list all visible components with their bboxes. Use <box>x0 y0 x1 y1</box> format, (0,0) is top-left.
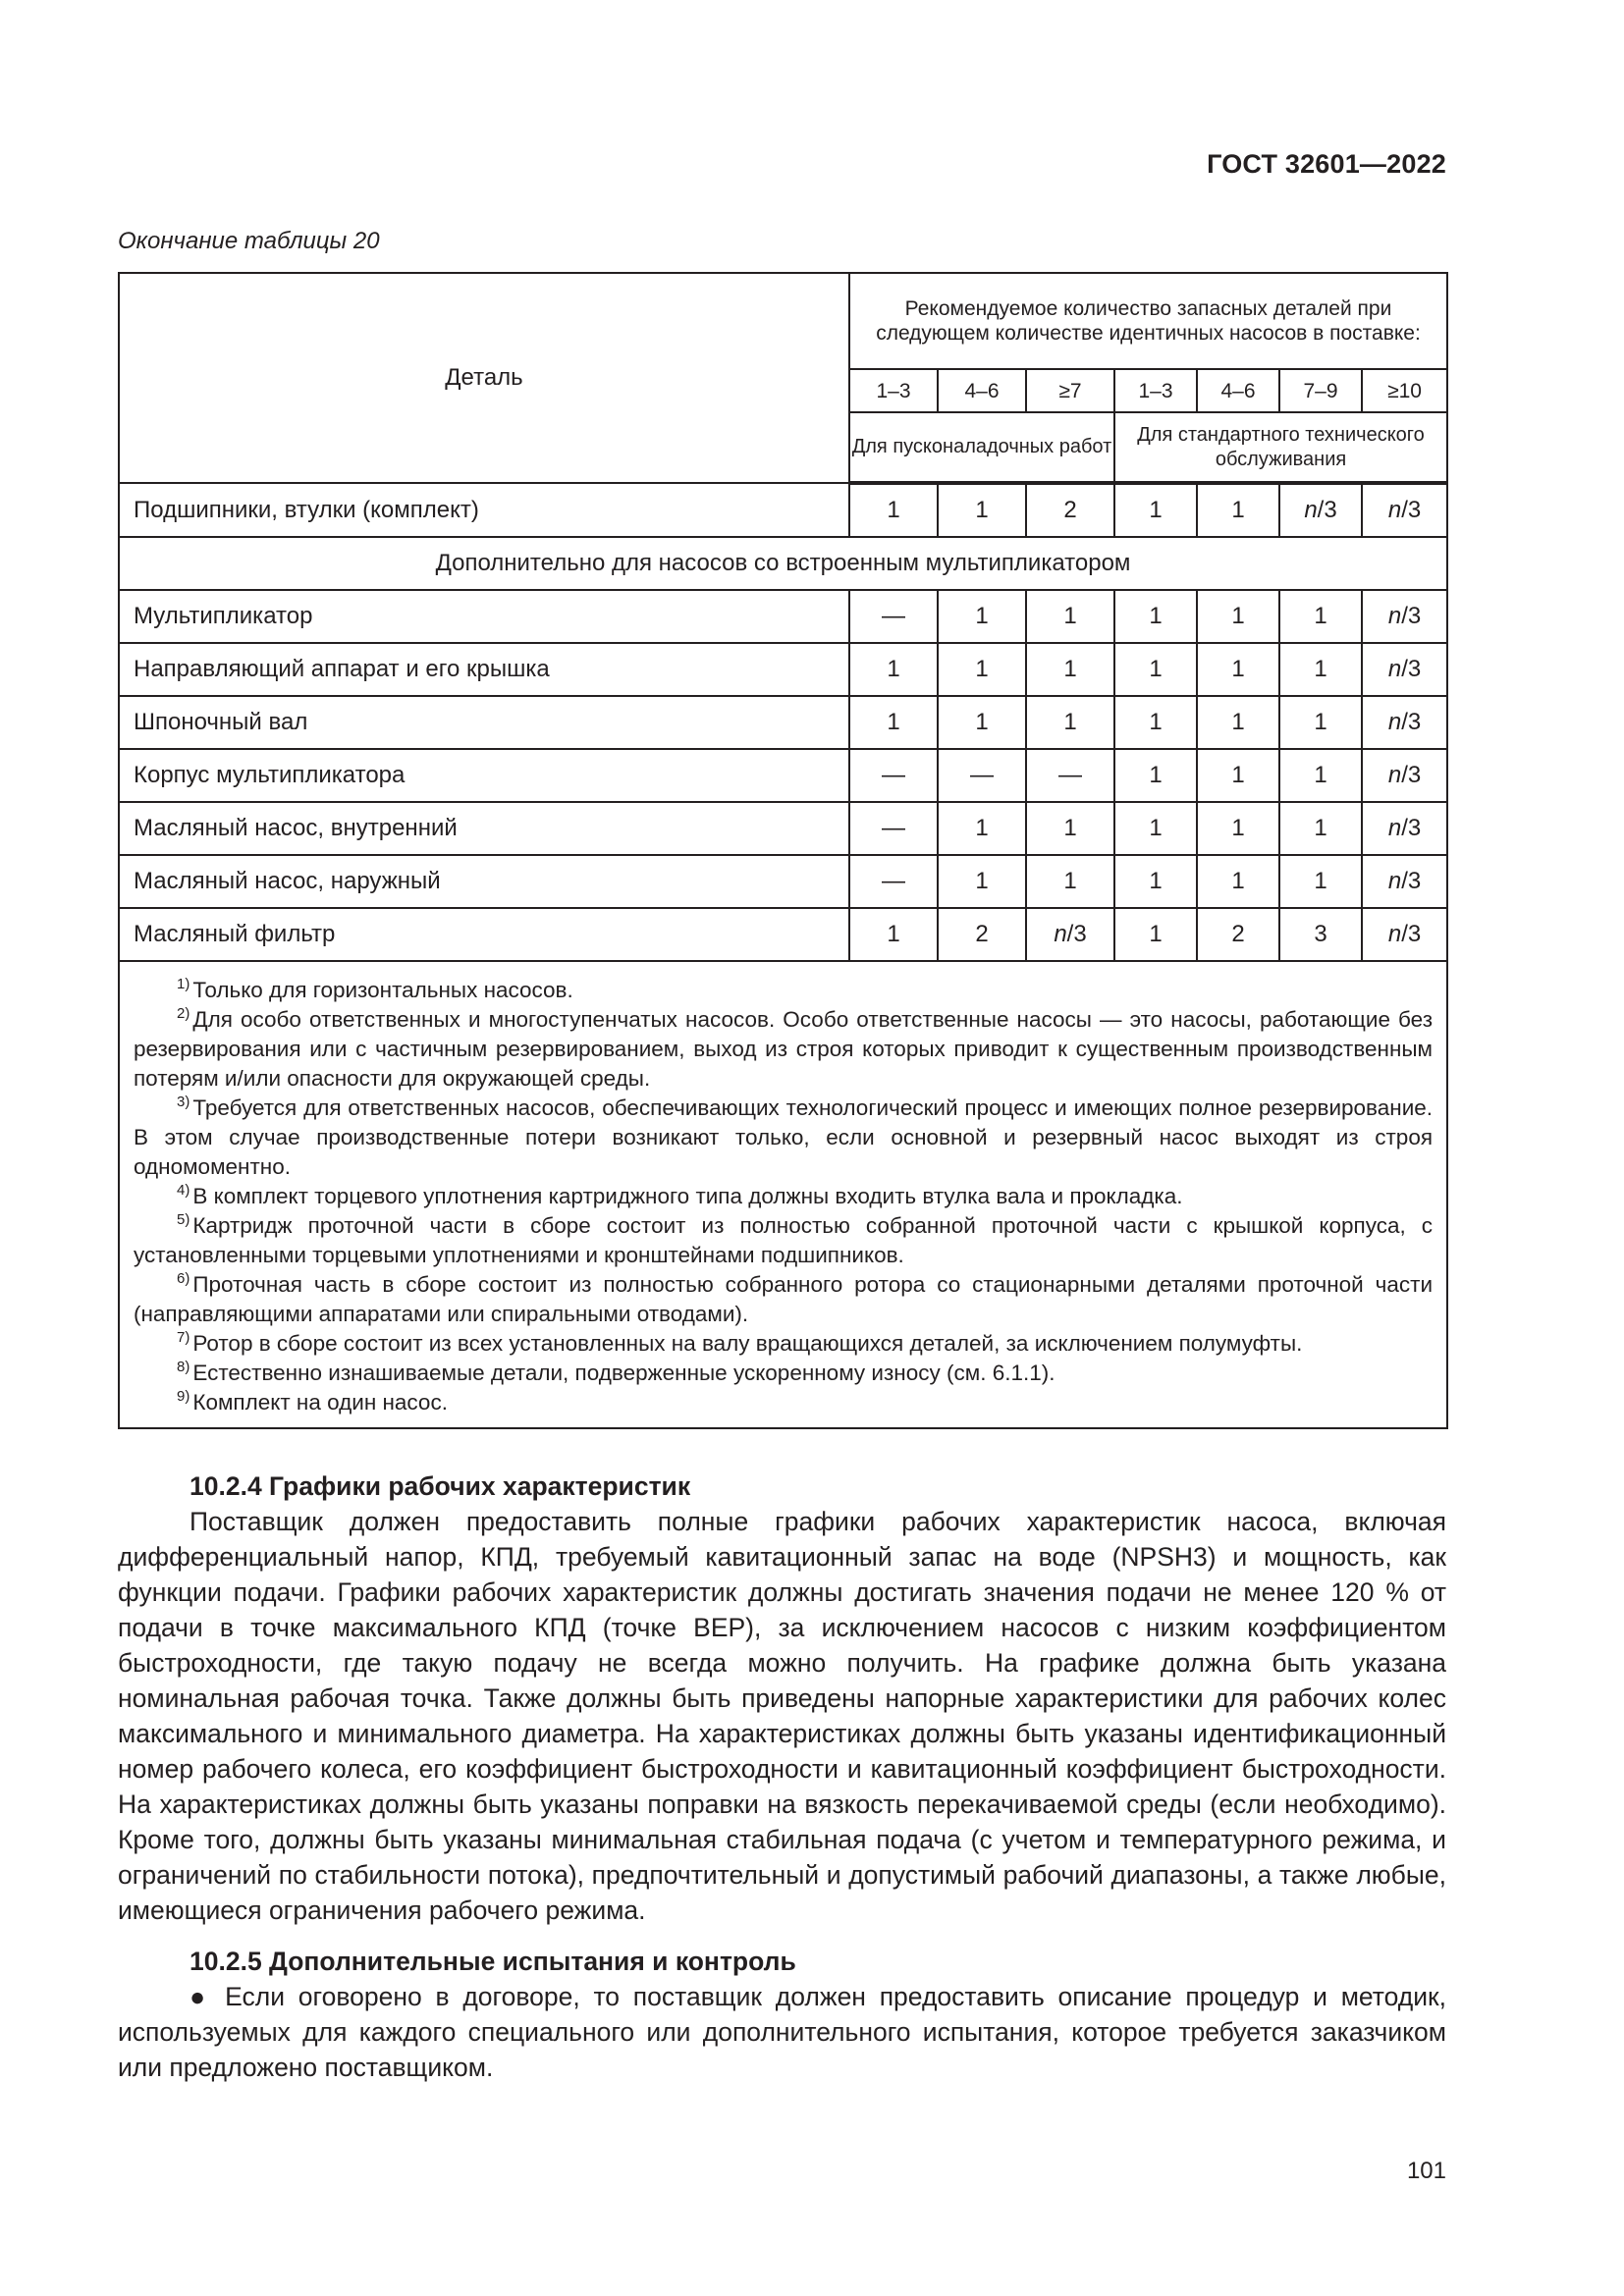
table-row <box>119 696 1447 749</box>
value-cell: n/3 <box>1362 802 1447 855</box>
footnote-mark: 8) <box>177 1359 190 1375</box>
footnote <box>134 976 1433 1005</box>
table-row <box>119 855 1447 908</box>
value-cell: 1 <box>1279 855 1362 908</box>
footnote-mark: 3) <box>177 1094 190 1110</box>
footnote-text: Естественно изнашиваемые детали, подверженные ускоренному износу (см. 6.1.1). <box>192 1361 1056 1385</box>
variable-n: n <box>1387 709 1402 735</box>
footnote-mark: 6) <box>177 1270 190 1287</box>
variable-n: n <box>1387 921 1402 947</box>
value-cell: — <box>849 749 938 802</box>
section-10-2-4 <box>118 1468 1446 1928</box>
footnote-mark: 5) <box>177 1211 190 1228</box>
footnote-text: Картридж проточной части в сборе состоит из полностью собранной проточной части с крышкой корпуса, с установленными торцевыми уплотнениями и кронштейнами подшипников. <box>134 1213 1434 1267</box>
value-cell: n/3 <box>1026 908 1114 961</box>
value-cell: 1 <box>938 590 1026 643</box>
value-cell: 1 <box>1197 802 1279 855</box>
footnote-text: Ротор в сборе состоит из всех установленных на валу вращающихся деталей, за исключением полумуфты. <box>192 1331 1303 1356</box>
variable-n: n <box>1387 656 1402 682</box>
variable-n: n <box>1387 603 1402 629</box>
row-label: Масляный насос, наружный <box>119 855 849 908</box>
variable-n: n <box>1054 921 1067 947</box>
header-maintenance: Для стандартного технического обслуживания <box>1114 412 1447 483</box>
value-cell: n/3 <box>1362 696 1447 749</box>
value-cell: 1 <box>849 643 938 696</box>
value-cell: 1 <box>1114 802 1197 855</box>
header-count-range: 7–9 <box>1279 369 1362 412</box>
table-row <box>119 643 1447 696</box>
section-heading: 10.2.4 Графики рабочих характеристик <box>189 1471 691 1501</box>
value-cell: 1 <box>1279 696 1362 749</box>
variable-n: n <box>1387 497 1402 523</box>
value-cell: 1 <box>1026 590 1114 643</box>
section-heading: 10.2.5 Дополнительные испытания и контроль <box>189 1947 796 1976</box>
value-cell: — <box>849 855 938 908</box>
section-paragraph: ● Если оговорено в договоре, то поставщик должен предоставить описание процедур и методик, используемых для каждого специального или дополнительного испытания, которое требуется заказчиком или предложено поставщиком. <box>118 1982 1446 2082</box>
table-row <box>119 908 1447 961</box>
value-cell: 1 <box>1197 483 1279 537</box>
footnote-text: Для особо ответственных и многоступенчатых насосов. Особо ответственные насосы — это насосы, работающие без резервирования или с частичным резервированием, выход из строя которых приводит к существенным производственным потерям и/или опасности для окружающей среды. <box>134 1007 1434 1091</box>
value-cell: n/3 <box>1362 908 1447 961</box>
header-count-range: ≥10 <box>1362 369 1447 412</box>
header-detail: Деталь <box>119 273 849 483</box>
footnote <box>134 1388 1433 1417</box>
row-label: Мультипликатор <box>119 590 849 643</box>
value-cell: 1 <box>1114 590 1197 643</box>
value-cell: — <box>849 590 938 643</box>
fraction-suffix: /3 <box>1317 497 1337 523</box>
table-row <box>119 749 1447 802</box>
value-cell: 2 <box>1026 483 1114 537</box>
header-count-range: 1–3 <box>1114 369 1197 412</box>
value-cell: 1 <box>1279 590 1362 643</box>
value-cell: n/3 <box>1362 590 1447 643</box>
value-cell: 1 <box>1279 749 1362 802</box>
value-cell: 1 <box>1114 908 1197 961</box>
value-cell: 1 <box>1026 696 1114 749</box>
value-cell: n/3 <box>1362 643 1447 696</box>
section-note: Дополнительно для насосов со встроенным мультипликатором <box>119 537 1447 590</box>
value-cell: 1 <box>1197 696 1279 749</box>
row-label: Шпоночный вал <box>119 696 849 749</box>
value-cell: 2 <box>938 908 1026 961</box>
footnote-mark: 9) <box>177 1388 190 1405</box>
value-cell: 1 <box>938 802 1026 855</box>
table-row <box>119 802 1447 855</box>
footnote <box>134 1005 1433 1094</box>
header-commissioning: Для пусконаладочных работ <box>849 412 1114 483</box>
header-quantity-group: Рекомендуемое количество запасных деталей при следующем количестве идентичных насосов в поставке: <box>849 273 1447 369</box>
table-footnotes <box>119 961 1447 1428</box>
value-cell: n/3 <box>1362 749 1447 802</box>
variable-n: n <box>1387 762 1402 788</box>
row-label: Масляный фильтр <box>119 908 849 961</box>
value-cell: 1 <box>1114 696 1197 749</box>
fraction-suffix: /3 <box>1401 497 1422 523</box>
value-cell: 1 <box>1197 643 1279 696</box>
value-cell: — <box>1026 749 1114 802</box>
footnote <box>134 1094 1433 1182</box>
value-cell: 1 <box>1114 749 1197 802</box>
value-cell: n/3 <box>1362 855 1447 908</box>
footnote-mark: 2) <box>177 1005 190 1022</box>
value-cell: 1 <box>938 483 1026 537</box>
footnote-mark: 7) <box>177 1329 190 1346</box>
footnote <box>134 1359 1433 1388</box>
spare-parts-table <box>118 272 1448 1429</box>
footnote-mark: 4) <box>177 1182 190 1199</box>
value-cell: 1 <box>849 483 938 537</box>
value-cell: 1 <box>938 696 1026 749</box>
header-count-range: 4–6 <box>1197 369 1279 412</box>
value-cell: 1 <box>1026 855 1114 908</box>
value-cell: 1 <box>1026 643 1114 696</box>
value-cell <box>1279 483 1362 537</box>
value-cell: 1 <box>938 855 1026 908</box>
value-cell: 1 <box>849 696 938 749</box>
footnote-text: Проточная часть в сборе состоит из полностью собранного ротора со стационарными деталями проточной части (направляющими аппаратами или спиральными отводами). <box>134 1272 1434 1326</box>
header-count-range: 1–3 <box>849 369 938 412</box>
row-label: Подшипники, втулки (комплект) <box>119 483 849 537</box>
value-cell: 1 <box>1114 483 1197 537</box>
footnote-text: Требуется для ответственных насосов, обеспечивающих технологический процесс и имеющих полное резервирование. В этом случае производственные потери возникают только, если основной и резервный насос выходят из строя одномоментно. <box>134 1095 1434 1179</box>
header-count-range: 4–6 <box>938 369 1026 412</box>
value-cell: 1 <box>1197 749 1279 802</box>
footnote <box>134 1329 1433 1359</box>
page-number: 101 <box>1406 2158 1446 2184</box>
footnote <box>134 1270 1433 1329</box>
value-cell: 2 <box>1197 908 1279 961</box>
value-cell: 1 <box>1114 855 1197 908</box>
section-10-2-5 <box>118 1944 1446 2085</box>
footnote-text: В комплект торцевого уплотнения картриджного типа должны входить втулка вала и прокладка. <box>192 1184 1183 1208</box>
value-cell: 1 <box>1197 855 1279 908</box>
value-cell: 1 <box>1279 802 1362 855</box>
table-continuation-label: Окончание таблицы 20 <box>118 228 380 254</box>
standard-designation: ГОСТ 32601—2022 <box>1207 149 1446 179</box>
variable-n: n <box>1304 497 1318 523</box>
row-label: Масляный насос, внутренний <box>119 802 849 855</box>
footnote <box>134 1211 1433 1270</box>
value-cell: 1 <box>1114 643 1197 696</box>
row-label: Корпус мультипликатора <box>119 749 849 802</box>
value-cell: 1 <box>849 908 938 961</box>
value-cell: 1 <box>1026 802 1114 855</box>
value-cell: 1 <box>938 643 1026 696</box>
header-count-range: ≥7 <box>1026 369 1114 412</box>
footnote <box>134 1182 1433 1211</box>
table-row <box>119 483 1447 537</box>
table-row <box>119 590 1447 643</box>
variable-n: n <box>1387 815 1402 841</box>
footnote-text: Комплект на один насос. <box>192 1390 448 1415</box>
variable-n: n <box>1387 868 1402 894</box>
value-cell <box>1362 483 1447 537</box>
value-cell: 1 <box>1279 643 1362 696</box>
value-cell: — <box>938 749 1026 802</box>
value-cell: 3 <box>1279 908 1362 961</box>
footnote-text: Только для горизонтальных насосов. <box>192 978 573 1002</box>
footnote-mark: 1) <box>177 976 190 992</box>
value-cell: 1 <box>1197 590 1279 643</box>
value-cell: — <box>849 802 938 855</box>
section-paragraph: Поставщик должен предоставить полные графики рабочих характеристик насоса, включая дифференциальный напор, КПД, требуемый кавитационный запас на воде (NPSH3) и мощность, как функции подачи. Графики рабочих характеристик должны достигать значения подачи не менее 120 % от подачи в точке максимального КПД (точке BEP), за исключением насосов с низким коэффициентом быстроходности, где такую подачу не всегда можно получить. На графике должна быть указана номинальная рабочая точка. Также должны быть приведены напорные характеристики для рабочих колес максимального и минимального диаметра. На характеристиках должны быть указаны идентификационный номер рабочего колеса, его коэффициент быстроходности и кавитационный коэффициент быстроходности. На характеристиках должны быть указаны поправки на вязкость перекачиваемой среды (если необходимо). Кроме того, должны быть указаны минимальная стабильная подача (с учетом и температурного режима, и ограничений по стабильности потока), предпочтительный и допустимый рабочий диапазоны, а также любые, имеющиеся ограничения рабочего режима. <box>118 1507 1446 1925</box>
row-label: Направляющий аппарат и его крышка <box>119 643 849 696</box>
